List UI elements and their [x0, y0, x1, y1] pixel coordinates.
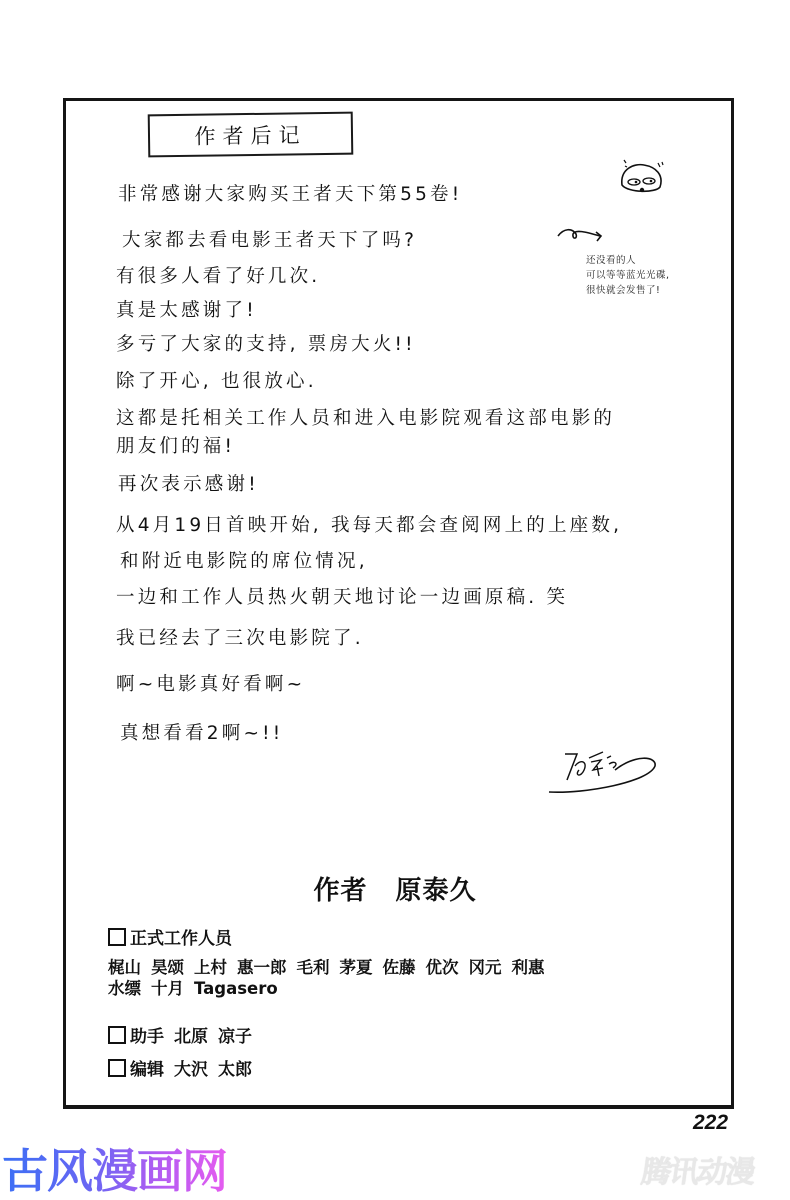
editor-name: 太郎: [218, 1060, 252, 1080]
letter-line: 这都是托相关工作人员和进入电影院观看这部电影的: [116, 408, 616, 429]
watermark-right: 腾讯动漫: [639, 1155, 756, 1190]
author-name: 原泰久: [395, 876, 477, 906]
staff-name: 水缥: [108, 979, 141, 998]
staff-name: 利惠: [511, 958, 545, 977]
box-bullet-icon: [108, 1059, 126, 1077]
letter-line: 和附近电影院的席位情况,: [120, 551, 368, 572]
credits-author: [0, 870, 790, 907]
afterword-title-box: [148, 112, 354, 158]
letter-line: 非常感谢大家购买王者天下第55卷!: [118, 184, 463, 205]
letter-line: 从4月19日首映开始, 我每天都会查阅网上的上座数,: [116, 515, 623, 536]
letter-line: 除了开心, 也很放心.: [116, 371, 317, 392]
signature-icon: [545, 744, 665, 800]
letter-line: 再次表示感谢!: [118, 474, 259, 495]
side-note-line: 还没看的人: [586, 255, 637, 266]
staff-names-row2: [108, 978, 555, 999]
staff-names-row1: [108, 957, 555, 978]
staff-name: 上村: [194, 958, 227, 977]
staff-name: 茅夏: [339, 958, 373, 977]
letter-line: 多亏了大家的支持, 票房大火!!: [116, 334, 416, 355]
staff-name: 昊颂: [151, 958, 184, 977]
watermark-left: 古风漫画网: [2, 1144, 227, 1198]
curly-arrow-icon: [556, 224, 606, 246]
afterword-title: 作者后记: [194, 122, 307, 149]
staff-names: [108, 957, 555, 999]
letter-line: 真是太感谢了!: [116, 300, 257, 321]
staff-name: 惠一郎: [237, 958, 287, 977]
staff-name: 冈元: [468, 958, 502, 977]
editor-label: 编辑: [130, 1060, 164, 1080]
letter-line: 有很多人看了好几次.: [116, 266, 321, 287]
assistant-line: [108, 1022, 252, 1047]
letter-line: 大家都去看电影王者天下了吗?: [122, 230, 418, 251]
staff-name: 毛利: [296, 958, 330, 977]
editor-line: [108, 1055, 252, 1080]
staff-name: Tagasero: [194, 979, 278, 998]
staff-name: 优次: [425, 958, 459, 977]
assistant-name: 凉子: [218, 1027, 252, 1047]
face-doodle-icon: [612, 155, 672, 200]
letter-line: 啊~电影真好看啊~: [116, 674, 306, 695]
staff-label: 正式工作人员: [130, 929, 232, 949]
author-label: 作者: [313, 876, 368, 906]
assistant-label: 助手: [130, 1027, 164, 1047]
staff-name: 佐藤: [382, 958, 416, 977]
letter-line: 真想看看2啊~!!: [120, 723, 284, 744]
assistant-name: 北原: [174, 1027, 208, 1047]
staff-name: 十月: [151, 979, 184, 998]
side-note: [586, 253, 670, 298]
staff-heading: [108, 924, 232, 949]
box-bullet-icon: [108, 1026, 126, 1044]
letter-line: 我已经去了三次电影院了.: [116, 628, 364, 649]
box-bullet-icon: [108, 928, 126, 946]
editor-name: 大沢: [174, 1060, 208, 1080]
staff-name: 梶山: [108, 958, 141, 977]
side-note-line: 可以等等蓝光光碟,: [586, 270, 670, 281]
letter-line: 一边和工作人员热火朝天地讨论一边画原稿. 笑: [116, 587, 569, 608]
side-note-line: 很快就会发售了!: [586, 285, 661, 296]
letter-line: 朋友们的福!: [116, 436, 236, 457]
page-number: 222: [693, 1111, 729, 1134]
